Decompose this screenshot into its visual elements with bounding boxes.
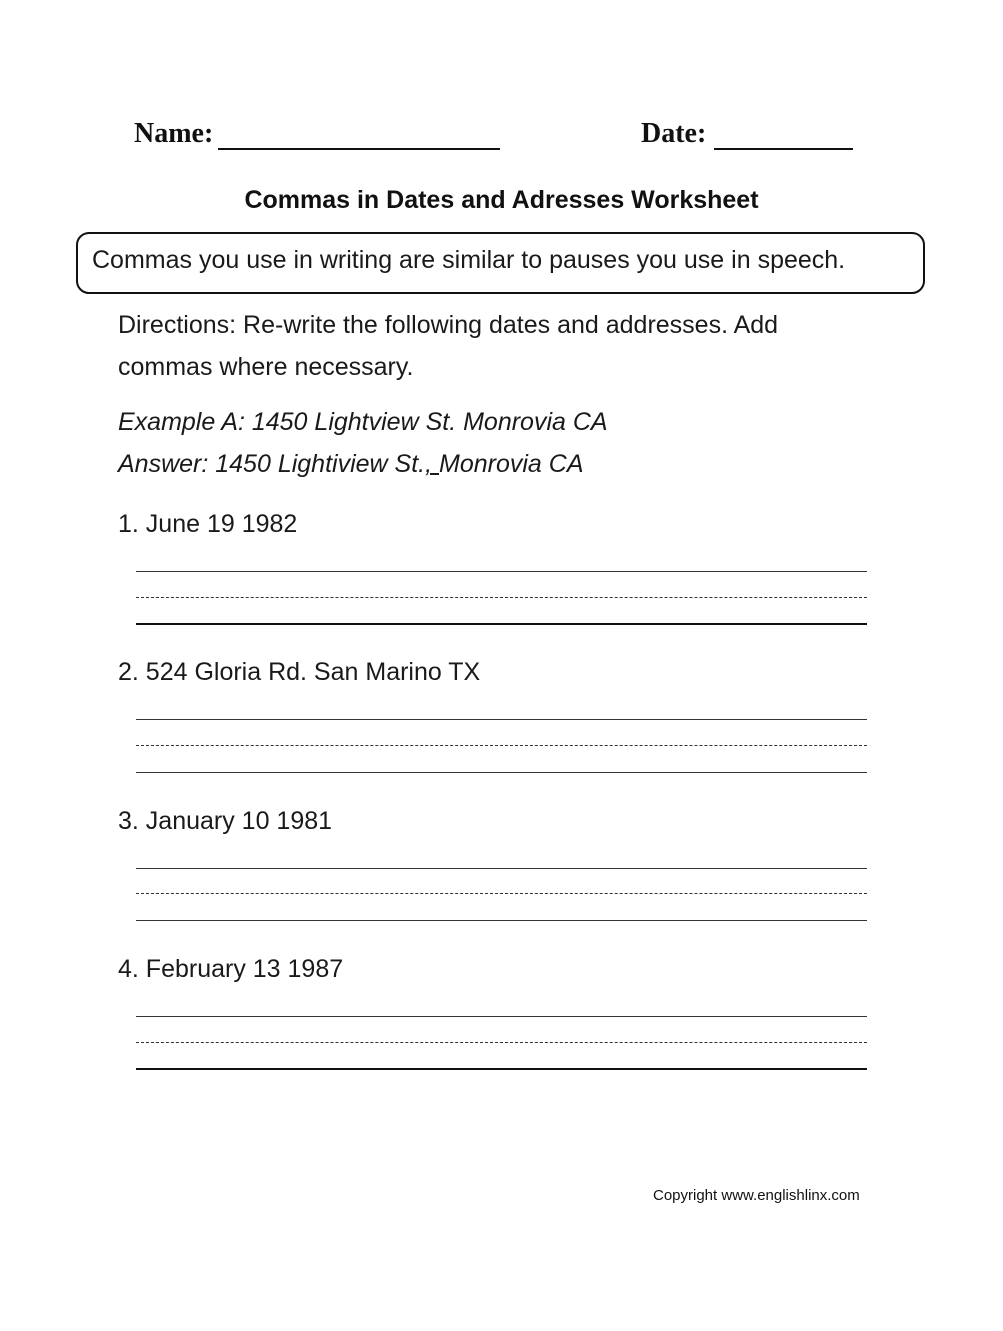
name-label: Name: <box>134 118 214 149</box>
item-2-answer-top-line[interactable] <box>136 719 867 720</box>
note-text: Commas you use in writing are similar to pauses you use in speech. <box>92 246 846 274</box>
item-2-answer-baseline[interactable] <box>136 772 867 773</box>
name-blank-line[interactable] <box>218 148 500 150</box>
item-1-label: 1. June 19 1982 <box>118 510 298 538</box>
item-1-answer-top-line[interactable] <box>136 571 867 572</box>
item-3-answer-top-line[interactable] <box>136 868 867 869</box>
item-4-label: 4. February 13 1987 <box>118 955 344 983</box>
item-4-answer-midline <box>136 1042 867 1043</box>
example-answer-suffix: Monrovia CA <box>439 450 584 478</box>
item-4-answer-top-line[interactable] <box>136 1016 867 1017</box>
item-1-answer-midline <box>136 597 867 598</box>
item-3-answer-midline <box>136 893 867 894</box>
item-3-label: 3. January 10 1981 <box>118 807 333 835</box>
note-box <box>76 232 925 294</box>
worksheet-title: Commas in Dates and Adresses Worksheet <box>244 186 759 214</box>
example-question: Example A: 1450 Lightview St. Monrovia CA <box>118 408 608 436</box>
item-4-answer-baseline[interactable] <box>136 1068 867 1070</box>
item-3-answer-baseline[interactable] <box>136 920 867 921</box>
item-1-answer-baseline[interactable] <box>136 623 867 625</box>
date-label: Date: <box>641 118 707 149</box>
copyright-text: Copyright www.englishlinx.com <box>653 1187 860 1204</box>
date-blank-line[interactable] <box>714 148 853 150</box>
example-answer <box>118 450 584 479</box>
example-answer-prefix: Answer: 1450 Lightiview St. <box>118 450 426 478</box>
item-2-label: 2. 524 Gloria Rd. San Marino TX <box>118 658 481 686</box>
example-answer-comma: , <box>425 450 440 478</box>
directions-text: Directions: Re-write the following dates and addresses. Add commas where necessary. <box>118 311 779 381</box>
item-2-answer-midline <box>136 745 867 746</box>
